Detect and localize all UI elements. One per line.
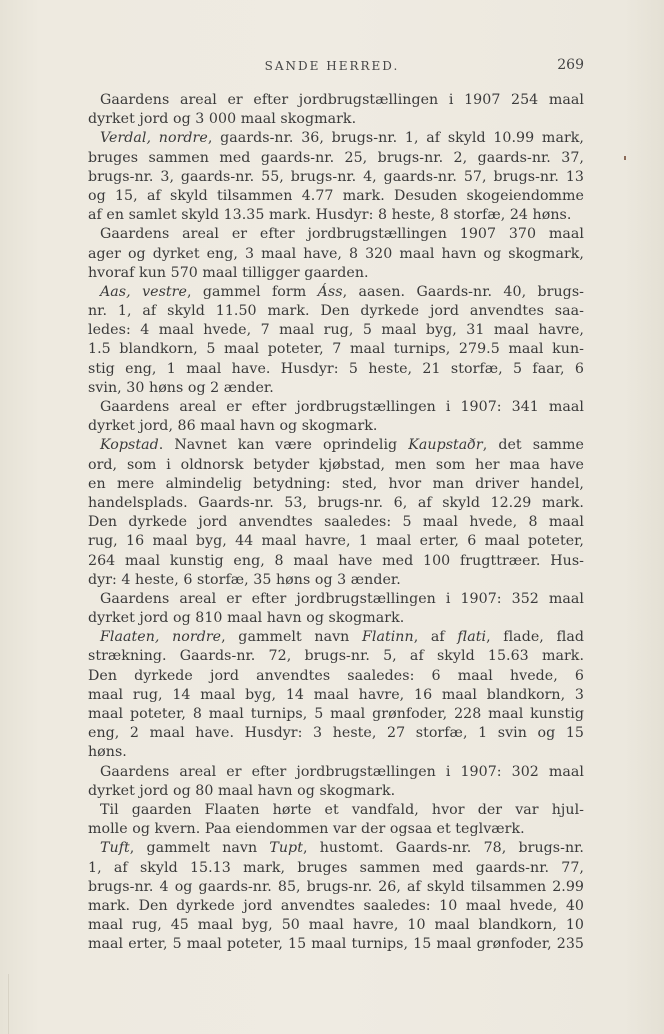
text-line [88, 283, 584, 302]
text-run: brugs-nr. 3, gaards-nr. 55, brugs-nr. 4, gaards-nr. 57, brugs-nr. 13 [88, 168, 584, 185]
text-line [88, 878, 584, 897]
text-line [88, 782, 584, 801]
page-number: 269 [557, 57, 584, 73]
text-run: høns. [88, 744, 127, 761]
text-run: ord, som i oldnorsk betyder kjøbstad, men som her maa have [88, 456, 584, 473]
page-header [0, 57, 664, 77]
text-run: , gaards-nr. 36, brugs-nr. 1, af skyld 10.99 mark, [207, 130, 584, 147]
text-run: mark. Den dyrkede jord anvendtes saaledes: 10 maal hvede, 40 [88, 897, 584, 914]
italic-term: Tupt [269, 840, 303, 857]
text-line [88, 264, 584, 283]
text-line [88, 724, 584, 743]
text-line [88, 552, 584, 571]
text-run: stig eng, 1 maal have. Husdyr: 5 heste, 21 storfæ, 5 faar, 6 [88, 360, 584, 377]
text-run: , af [413, 629, 458, 646]
text-line [88, 705, 584, 724]
text-line [88, 91, 584, 110]
text-line [88, 321, 584, 340]
text-run: , hustomt. Gaards-nr. 78, brugs-nr. [302, 840, 584, 857]
text-line [88, 532, 584, 551]
text-run: hvoraf kun 570 maal tilligger gaarden. [88, 264, 369, 281]
text-run: maal erter, 5 maal poteter, 15 maal turnips, 15 maal grønfoder, 235 [88, 936, 584, 953]
text-line [88, 839, 584, 858]
text-line [88, 686, 584, 705]
text-run: , aasen. Gaards-nr. 40, brugs- [342, 283, 584, 300]
text-line [88, 571, 584, 590]
text-line [88, 340, 584, 359]
text-line [88, 302, 584, 321]
text-run: , det samme [482, 437, 584, 454]
text-line [88, 187, 584, 206]
text-line [88, 628, 584, 647]
text-line [88, 129, 584, 148]
text-run: 264 maal kunstig eng, 8 maal have med 100 frugttræer. Hus- [88, 552, 584, 569]
text-run: rug, 16 maal byg, 44 maal havre, 1 maal erter, 6 maal poteter, [88, 533, 584, 550]
italic-term: Tuft [100, 840, 130, 857]
text-run: Gaardens areal er efter jordbrugstællingen i 1907: 352 maal [100, 590, 584, 607]
text-run: handelsplads. Gaards-nr. 53, brugs-nr. 6, af skyld 12.29 mark. [88, 494, 584, 511]
text-line [88, 647, 584, 666]
text-run: , gammel form [186, 283, 318, 300]
text-run: en mere almindelig betydning: sted, hvor man driver handel, [88, 475, 584, 492]
text-run: ledes: 4 maal hvede, 7 maal rug, 5 maal byg, 31 maal havre, [88, 322, 584, 339]
text-line [88, 360, 584, 379]
text-run: Gaardens areal er efter jordbrugstællingen i 1907 254 maal [100, 92, 584, 108]
text-run: eng, 2 maal have. Husdyr: 3 heste, 27 storfæ, 1 svin og 15 [88, 725, 584, 742]
text-line [88, 110, 584, 129]
text-line [88, 245, 584, 264]
text-run: strækning. Gaards-nr. 72, brugs-nr. 5, af skyld 15.63 mark. [88, 648, 584, 665]
running-head: SANDE HERRED. [264, 59, 400, 73]
text-line [88, 935, 584, 954]
italic-term: Aas, vestre [100, 283, 187, 300]
text-run: og 15, af skyld tilsammen 4.77 mark. Desuden skogeiendomme [88, 187, 584, 204]
text-line [88, 475, 584, 494]
text-run: maal rug, 14 maal byg, 14 maal havre, 16 maal blandkorn, 3 [88, 686, 584, 703]
text-line [88, 801, 584, 820]
text-run: , gammelt navn [221, 629, 362, 646]
italic-term: Flatinn [361, 629, 414, 646]
italic-term: Kaupstaðr [408, 437, 483, 454]
text-run: dyrket jord og 3 000 maal skogmark. [88, 111, 357, 128]
text-run: maal rug, 45 maal byg, 50 maal havre, 10 maal blandkorn, 10 [88, 917, 584, 934]
italic-term: flati [457, 629, 487, 646]
text-line [88, 417, 584, 436]
text-line [88, 225, 584, 244]
text-run: ager og dyrket eng, 3 maal have, 8 320 maal havn og skogmark, [88, 245, 584, 262]
text-run: , gammelt navn [129, 840, 270, 857]
text-line [88, 379, 584, 398]
text-line [88, 590, 584, 609]
text-run: . Navnet kan være oprindelig [158, 437, 409, 454]
text-run: dyrket jord og 810 maal havn og skogmark. [88, 610, 405, 627]
text-line [88, 820, 584, 839]
body-text [88, 91, 584, 954]
text-run: dyrket jord, 86 maal havn og skogmark. [88, 418, 378, 435]
text-run: Gaardens areal er efter jordbrugstællingen i 1907: 341 maal [100, 399, 584, 415]
text-run: Den dyrkede jord anvendtes saaledes: 6 maal hvede, 6 [88, 667, 584, 684]
text-run: , flade, flad [486, 629, 584, 646]
text-line [88, 743, 584, 762]
text-run: molle og kvern. Paa eiendommen var der ogsaa et teglværk. [88, 821, 525, 838]
text-run: Den dyrkede jord anvendtes saaledes: 5 maal hvede, 8 maal [88, 514, 584, 531]
text-line [88, 859, 584, 878]
text-run: bruges sammen med gaards-nr. 25, brugs-nr. 2, gaards-nr. 37, [88, 149, 584, 166]
italic-term: Verdal, nordre [100, 130, 208, 147]
text-line [88, 436, 584, 455]
page-edge [0, 974, 9, 1034]
paper-speck [624, 156, 626, 160]
text-line [88, 398, 584, 417]
text-run: nr. 1, af skyld 11.50 mark. Den dyrkede jord anvendtes saa- [88, 303, 584, 320]
italic-term: Kopstad [100, 437, 159, 454]
text-run: dyrket jord og 80 maal havn og skogmark. [88, 782, 396, 799]
text-line [88, 456, 584, 475]
text-line [88, 763, 584, 782]
italic-term: Áss [317, 283, 343, 300]
text-run: Til gaarden Flaaten hørte et vandfald, hvor der var hjul- [100, 801, 584, 818]
italic-term: Flaaten, nordre [100, 629, 222, 646]
text-line [88, 609, 584, 628]
text-line [88, 206, 584, 225]
text-line [88, 916, 584, 935]
text-line [88, 168, 584, 187]
text-line [88, 667, 584, 686]
text-run: Gaardens areal er efter jordbrugstællingen i 1907: 302 maal [100, 763, 584, 780]
text-line [88, 897, 584, 916]
text-run: af en samlet skyld 13.35 mark. Husdyr: 8 heste, 8 storfæ, 24 høns. [88, 207, 572, 224]
text-run: 1.5 blandkorn, 5 maal poteter, 7 maal turnips, 279.5 maal kun- [88, 341, 584, 358]
text-run: Gaardens areal er efter jordbrugstællingen 1907 370 maal [100, 226, 584, 243]
text-line [88, 494, 584, 513]
text-run: svin, 30 høns og 2 ænder. [88, 379, 274, 396]
text-line [88, 513, 584, 532]
text-run: brugs-nr. 4 og gaards-nr. 85, brugs-nr. 26, af skyld tilsammen 2.99 [88, 878, 584, 895]
text-run: maal poteter, 8 maal turnips, 5 maal grønfoder, 228 maal kunstig [88, 706, 584, 722]
text-run: dyr: 4 heste, 6 storfæ, 35 høns og 3 ænder. [88, 571, 401, 588]
text-line [88, 149, 584, 168]
text-run: 1, af skyld 15.13 mark, bruges sammen med gaards-nr. 77, [88, 859, 584, 876]
